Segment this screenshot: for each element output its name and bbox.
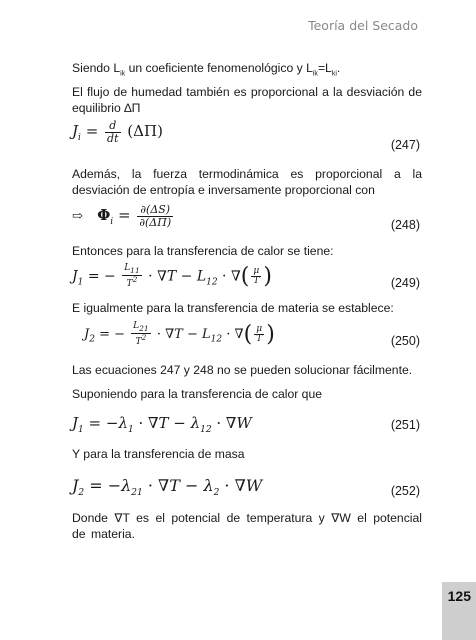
equation-250: $J_2$ = − $\frac{L_{21}}{T^2}$ · $\nabla T - L_{12}$ · ∇( $\frac{\mu}{T}$ ) (84, 321, 275, 348)
equation-248: ⇨ $\Phi_i$ = $\frac{\partial(\Delta S)}{\partial(\Delta\Pi)}$ (72, 203, 172, 229)
paragraph-mass-transfer-2: Y para la transferencia de masa (72, 447, 245, 461)
paragraph-moisture-flow: El flujo de humedad también es proporcional a la desviación de equilibrio ∆Π (72, 85, 422, 115)
page-number: 125 (447, 588, 471, 604)
paragraph-thermodynamic-force: Además, la fuerza termodinámica es proporcional a la desviación de entropía e inversamente proporcional con (72, 167, 422, 197)
page-number-tab (442, 582, 476, 640)
equation-249: $J_1$ = − $\frac{L_{11}}{T^2}$ · $\nabla T - L_{12}$ · ∇( $\frac{\mu}{T}$ ) (72, 263, 272, 290)
equation-number-248: (248) (390, 218, 420, 232)
equation-number-247: (247) (390, 138, 420, 152)
equation-number-249: (249) (390, 276, 420, 290)
equation-number-252: (252) (390, 484, 420, 498)
equation-number-250: (250) (390, 334, 420, 348)
paragraph-potentials: Donde ∇T es el potencial de temperatura y ∇W el potencial de materia. (72, 511, 422, 541)
paragraph-assuming-heat: Suponiendo para la transferencia de calor que (72, 387, 323, 401)
paragraph-not-solvable: Las ecuaciones 247 y 248 no se pueden solucionar fácilmente. (72, 363, 413, 377)
paragraph-heat-transfer: Entonces para la transferencia de calor se tiene: (72, 244, 334, 258)
equation-number-251: (251) (390, 418, 420, 432)
equation-252: $J_2 = -\lambda_{21} \cdot \nabla T - \lambda_2 \cdot \nabla W$ (72, 476, 263, 499)
paragraph-mass-transfer: E igualmente para la transferencia de materia se establece: (72, 301, 394, 315)
equation-247: $J_i$ = $\frac{d}{dt}$ (ΔΠ) (72, 119, 163, 145)
running-header: Teoría del Secado (308, 18, 418, 33)
paragraph-coefficient: Siendo $L_{ik}$ un coeficiente fenomenológico y $L_{ik}=L_{ki}$. (72, 61, 341, 78)
equation-251: $J_1 = -\lambda_1 \cdot \nabla T - \lambda_{12} \cdot \nabla W$ (72, 414, 252, 435)
